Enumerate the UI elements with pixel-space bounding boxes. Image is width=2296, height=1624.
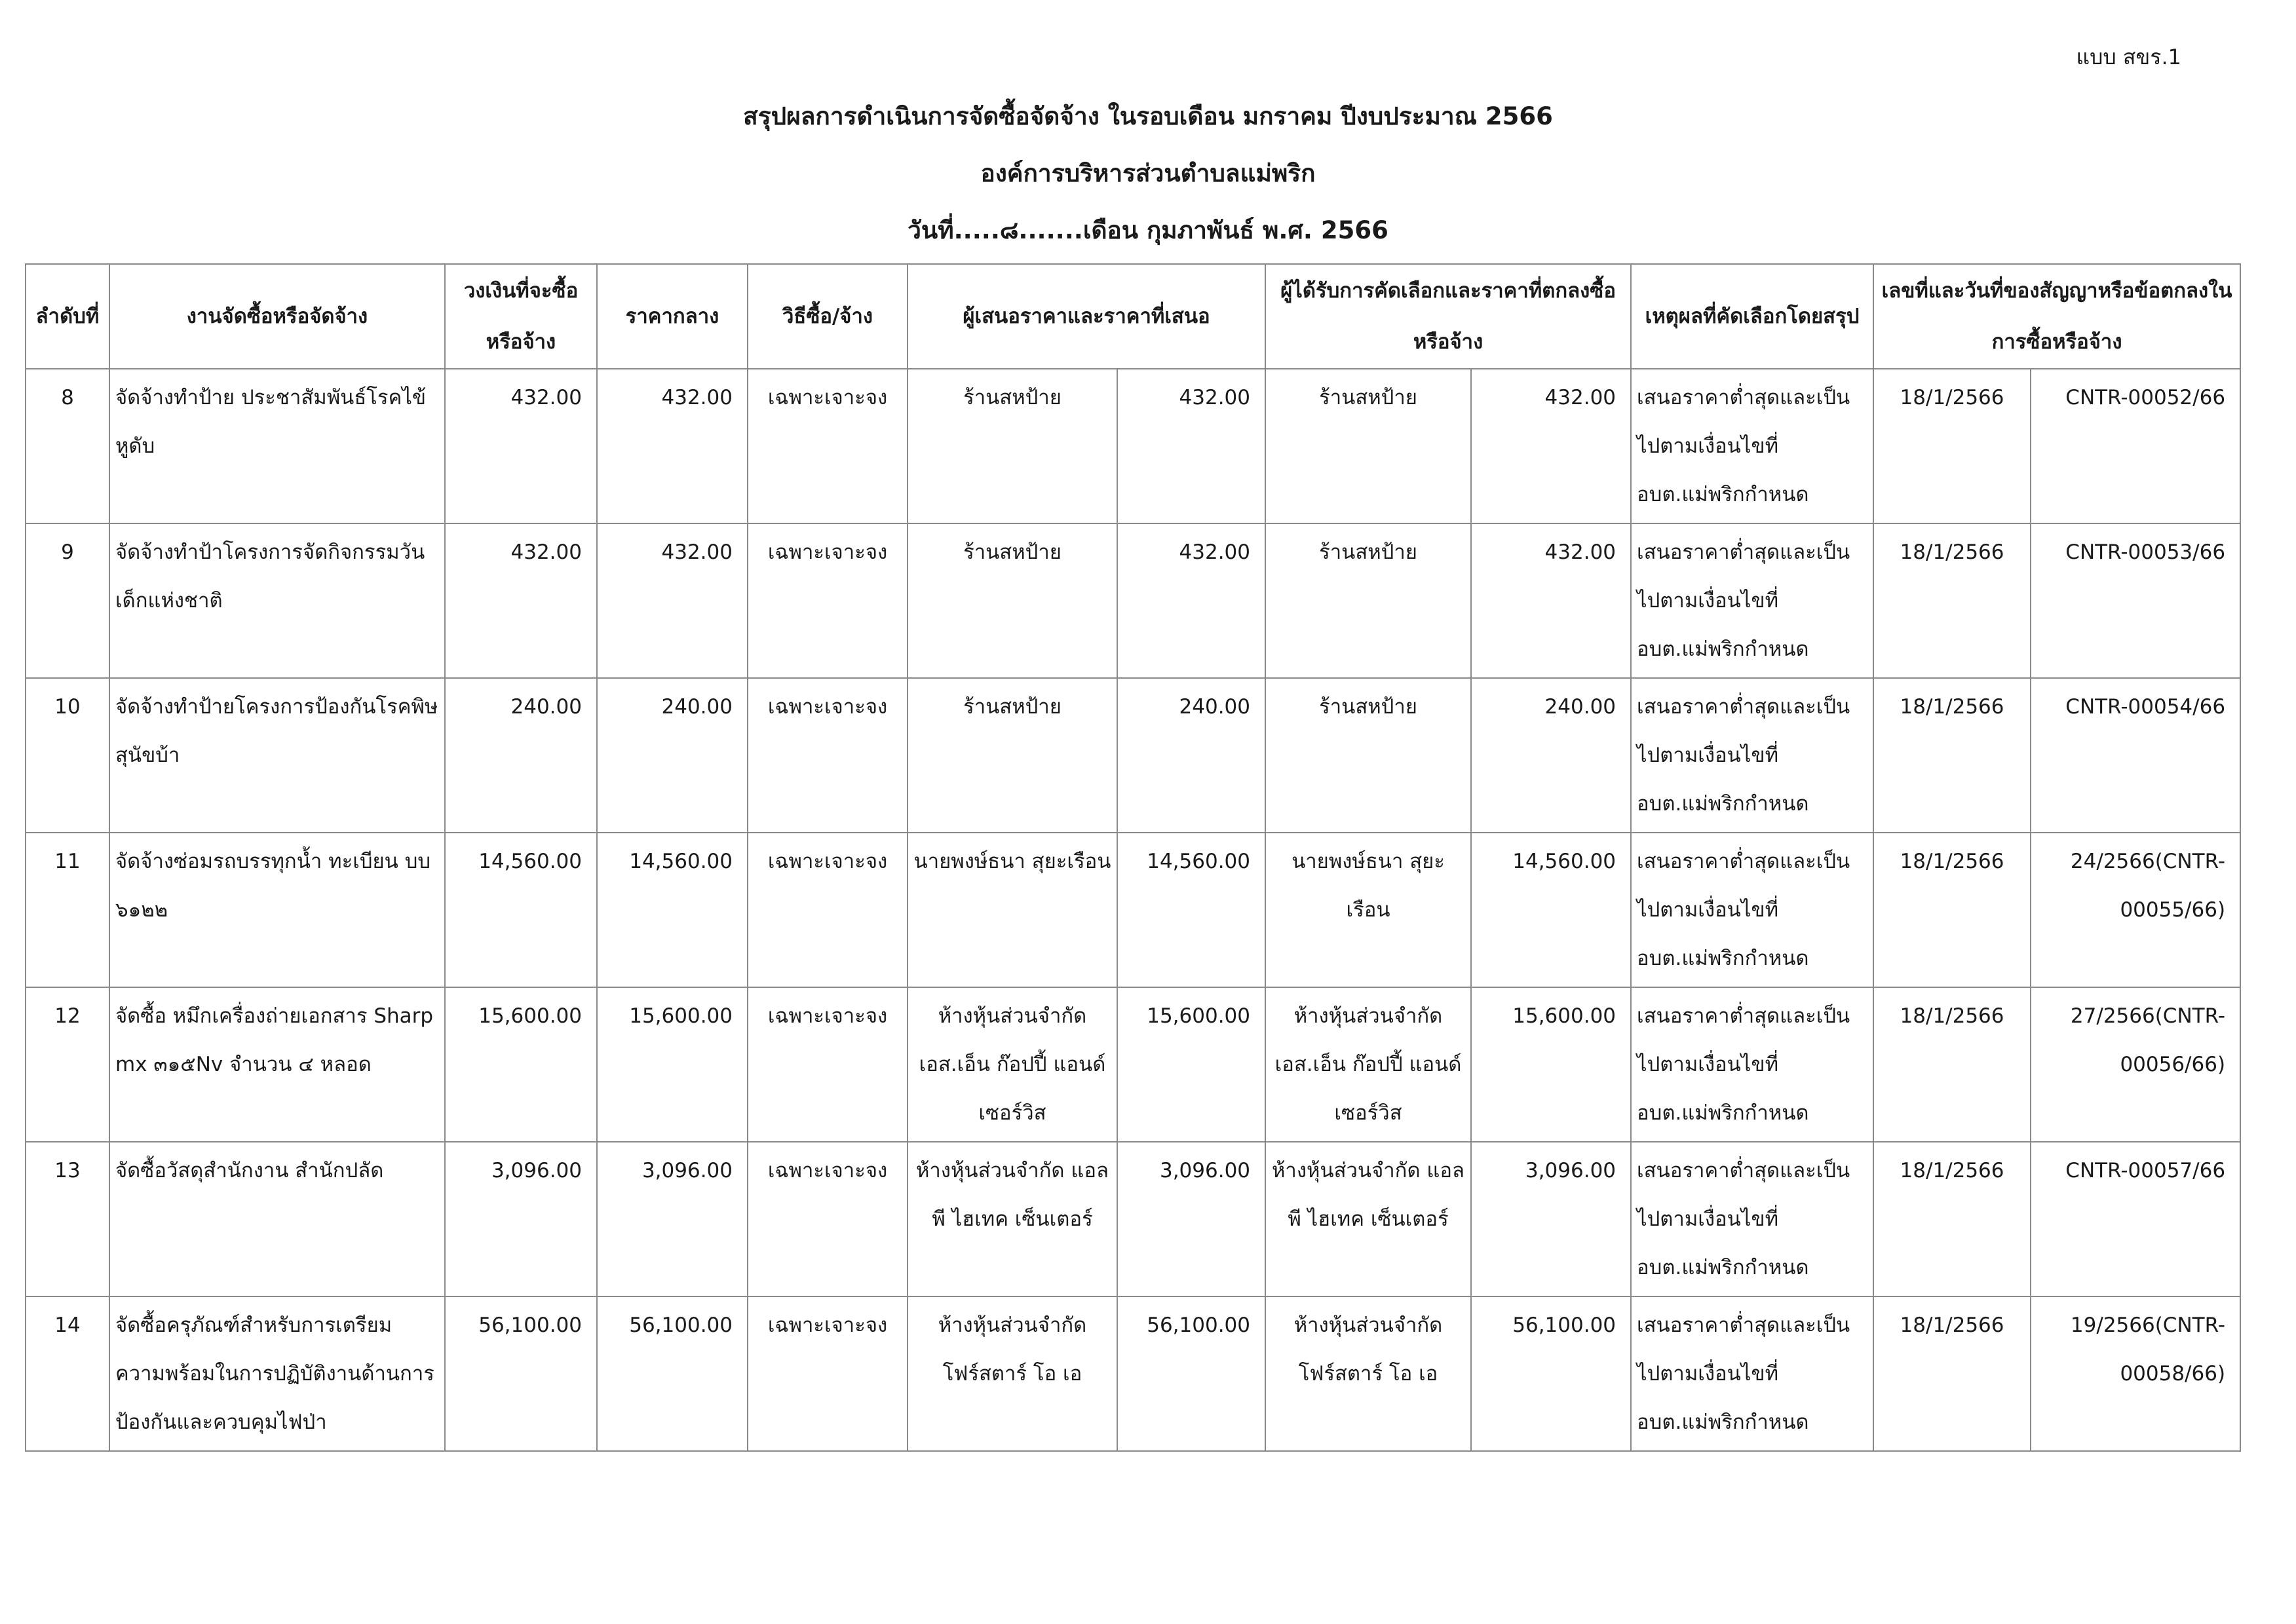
row-median-price: 240.00 [597,678,748,833]
row-bidder: ร้านสหป้าย [908,678,1117,833]
table-row [26,1296,2240,1451]
row-win-price: 56,100.00 [1471,1296,1631,1451]
row-item: จัดจ้างทำป้าย ประชาสัมพันธ์โรคไข้หูดับ [109,369,445,523]
row-no: 9 [26,523,109,678]
row-contract-no: CNTR-00053/66 [2031,523,2240,678]
row-budget: 240.00 [445,678,597,833]
row-bid-price: 240.00 [1117,678,1265,833]
row-method: เฉพาะเจาะจง [748,369,908,523]
row-item: จัดซื้อครุภัณฑ์สำหรับการเตรียมความพร้อมในการปฏิบัติงานด้านการป้องกันและควบคุมไฟป่า [109,1296,445,1451]
row-no: 10 [26,678,109,833]
row-contract-date: 18/1/2566 [1873,833,2031,987]
row-method: เฉพาะเจาะจง [748,678,908,833]
row-median-price: 432.00 [597,523,748,678]
row-bidder: ห้างหุ้นส่วนจำกัด เอส.เอ็น ก๊อปปี้ แอนด์ เซอร์วิส [908,987,1117,1142]
header-bidders: ผู้เสนอราคาและราคาที่เสนอ [908,264,1265,369]
row-budget: 432.00 [445,369,597,523]
header-no: ลำดับที่ [26,264,109,369]
row-item: จัดซื้อวัสดุสำนักงาน สำนักปลัด [109,1142,445,1296]
row-reason: เสนอราคาต่ำสุดและเป็นไปตามเงื่อนไขที่ อบต.แม่พริกกำหนด [1631,1142,1873,1296]
document-date: วันที่.....๘.......เดือน กุมภาพันธ์ พ.ศ. 2566 [908,216,1388,244]
row-budget: 3,096.00 [445,1142,597,1296]
header-item: งานจัดซื้อหรือจัดจ้าง [109,264,445,369]
row-contract-no: CNTR-00052/66 [2031,369,2240,523]
row-no: 11 [26,833,109,987]
table-row [26,987,2240,1142]
row-contract-date: 18/1/2566 [1873,1296,2031,1451]
row-median-price: 15,600.00 [597,987,748,1142]
row-contract-no: 27/2566(CNTR-00056/66) [2031,987,2240,1142]
organization-name: องค์การบริหารส่วนตำบลแม่พริก [980,159,1316,187]
row-budget: 432.00 [445,523,597,678]
row-method: เฉพาะเจาะจง [748,523,908,678]
row-win-price: 15,600.00 [1471,987,1631,1142]
row-win-price: 240.00 [1471,678,1631,833]
row-contract-date: 18/1/2566 [1873,987,2031,1142]
row-method: เฉพาะเจาะจง [748,987,908,1142]
row-item: จัดจ้างซ่อมรถบรรทุกน้ำ ทะเบียน บบ ๖๑๒๒ [109,833,445,987]
row-item: จัดจ้างทำป้ายโครงการป้องกันโรคพิษสุนัขบ้า [109,678,445,833]
row-winner: ห้างหุ้นส่วนจำกัด โฟร์สตาร์ โอ เอ [1265,1296,1471,1451]
row-bid-price: 432.00 [1117,523,1265,678]
table-header-row [26,264,2240,369]
row-reason: เสนอราคาต่ำสุดและเป็นไปตามเงื่อนไขที่ อบต.แม่พริกกำหนด [1631,833,1873,987]
row-no: 12 [26,987,109,1142]
row-contract-no: 19/2566(CNTR-00058/66) [2031,1296,2240,1451]
row-contract-no: CNTR-00054/66 [2031,678,2240,833]
header-selected: ผู้ได้รับการคัดเลือกและราคาที่ตกลงซื้อหรือจ้าง [1265,264,1631,369]
row-contract-date: 18/1/2566 [1873,678,2031,833]
form-code: แบบ สขร.1 [2076,45,2181,69]
document-title: สรุปผลการดำเนินการจัดซื้อจัดจ้าง ในรอบเดือน มกราคม ปีงบประมาณ 2566 [743,102,1553,130]
row-bid-price: 432.00 [1117,369,1265,523]
row-median-price: 3,096.00 [597,1142,748,1296]
row-no: 13 [26,1142,109,1296]
row-item: จัดซื้อ หมึกเครื่องถ่ายเอกสาร Sharp mx ๓๑๕Nv จำนวน ๔ หลอด [109,987,445,1142]
row-method: เฉพาะเจาะจง [748,833,908,987]
row-reason: เสนอราคาต่ำสุดและเป็นไปตามเงื่อนไขที่ อบต.แม่พริกกำหนด [1631,1296,1873,1451]
row-median-price: 14,560.00 [597,833,748,987]
row-winner: ร้านสหป้าย [1265,369,1471,523]
header-contract: เลขที่และวันที่ของสัญญาหรือข้อตกลงในการซื้อหรือจ้าง [1873,264,2240,369]
row-median-price: 56,100.00 [597,1296,748,1451]
row-budget: 14,560.00 [445,833,597,987]
table-row [26,369,2240,523]
row-contract-date: 18/1/2566 [1873,369,2031,523]
row-bidder: ห้างหุ้นส่วนจำกัด โฟร์สตาร์ โอ เอ [908,1296,1117,1451]
row-contract-no: 24/2566(CNTR-00055/66) [2031,833,2240,987]
row-reason: เสนอราคาต่ำสุดและเป็นไปตามเงื่อนไขที่ อบต.แม่พริกกำหนด [1631,987,1873,1142]
row-bid-price: 3,096.00 [1117,1142,1265,1296]
row-contract-no: CNTR-00057/66 [2031,1142,2240,1296]
header-budget: วงเงินที่จะซื้อหรือจ้าง [445,264,597,369]
header-method: วิธีซื้อ/จ้าง [748,264,908,369]
header-reason: เหตุผลที่คัดเลือกโดยสรุป [1631,264,1873,369]
row-winner: ร้านสหป้าย [1265,523,1471,678]
row-win-price: 14,560.00 [1471,833,1631,987]
row-reason: เสนอราคาต่ำสุดและเป็นไปตามเงื่อนไขที่ อบต.แม่พริกกำหนด [1631,523,1873,678]
row-budget: 15,600.00 [445,987,597,1142]
row-bid-price: 14,560.00 [1117,833,1265,987]
header-median-price: ราคากลาง [597,264,748,369]
row-winner: ห้างหุ้นส่วนจำกัด แอล พี ไฮเทค เซ็นเตอร์ [1265,1142,1471,1296]
table-row [26,523,2240,678]
row-contract-date: 18/1/2566 [1873,1142,2031,1296]
row-median-price: 432.00 [597,369,748,523]
row-method: เฉพาะเจาะจง [748,1142,908,1296]
row-contract-date: 18/1/2566 [1873,523,2031,678]
table-row [26,1142,2240,1296]
row-win-price: 432.00 [1471,369,1631,523]
row-winner: ห้างหุ้นส่วนจำกัด เอส.เอ็น ก๊อปปี้ แอนด์ เซอร์วิส [1265,987,1471,1142]
row-bid-price: 15,600.00 [1117,987,1265,1142]
row-win-price: 3,096.00 [1471,1142,1631,1296]
row-budget: 56,100.00 [445,1296,597,1451]
row-bid-price: 56,100.00 [1117,1296,1265,1451]
row-bidder: นายพงษ์ธนา สุยะเรือน [908,833,1117,987]
row-no: 8 [26,369,109,523]
row-win-price: 432.00 [1471,523,1631,678]
row-item: จัดจ้างทำป้าโครงการจัดกิจกรรมวันเด็กแห่งชาติ [109,523,445,678]
row-winner: ร้านสหป้าย [1265,678,1471,833]
row-bidder: ห้างหุ้นส่วนจำกัด แอล พี ไฮเทค เซ็นเตอร์ [908,1142,1117,1296]
row-winner: นายพงษ์ธนา สุยะเรือน [1265,833,1471,987]
table-row [26,678,2240,833]
row-bidder: ร้านสหป้าย [908,523,1117,678]
row-bidder: ร้านสหป้าย [908,369,1117,523]
row-no: 14 [26,1296,109,1451]
row-method: เฉพาะเจาะจง [748,1296,908,1451]
row-reason: เสนอราคาต่ำสุดและเป็นไปตามเงื่อนไขที่ อบต.แม่พริกกำหนด [1631,678,1873,833]
table-row [26,833,2240,987]
row-reason: เสนอราคาต่ำสุดและเป็นไปตามเงื่อนไขที่ อบต.แม่พริกกำหนด [1631,369,1873,523]
procurement-table [25,263,2241,1452]
